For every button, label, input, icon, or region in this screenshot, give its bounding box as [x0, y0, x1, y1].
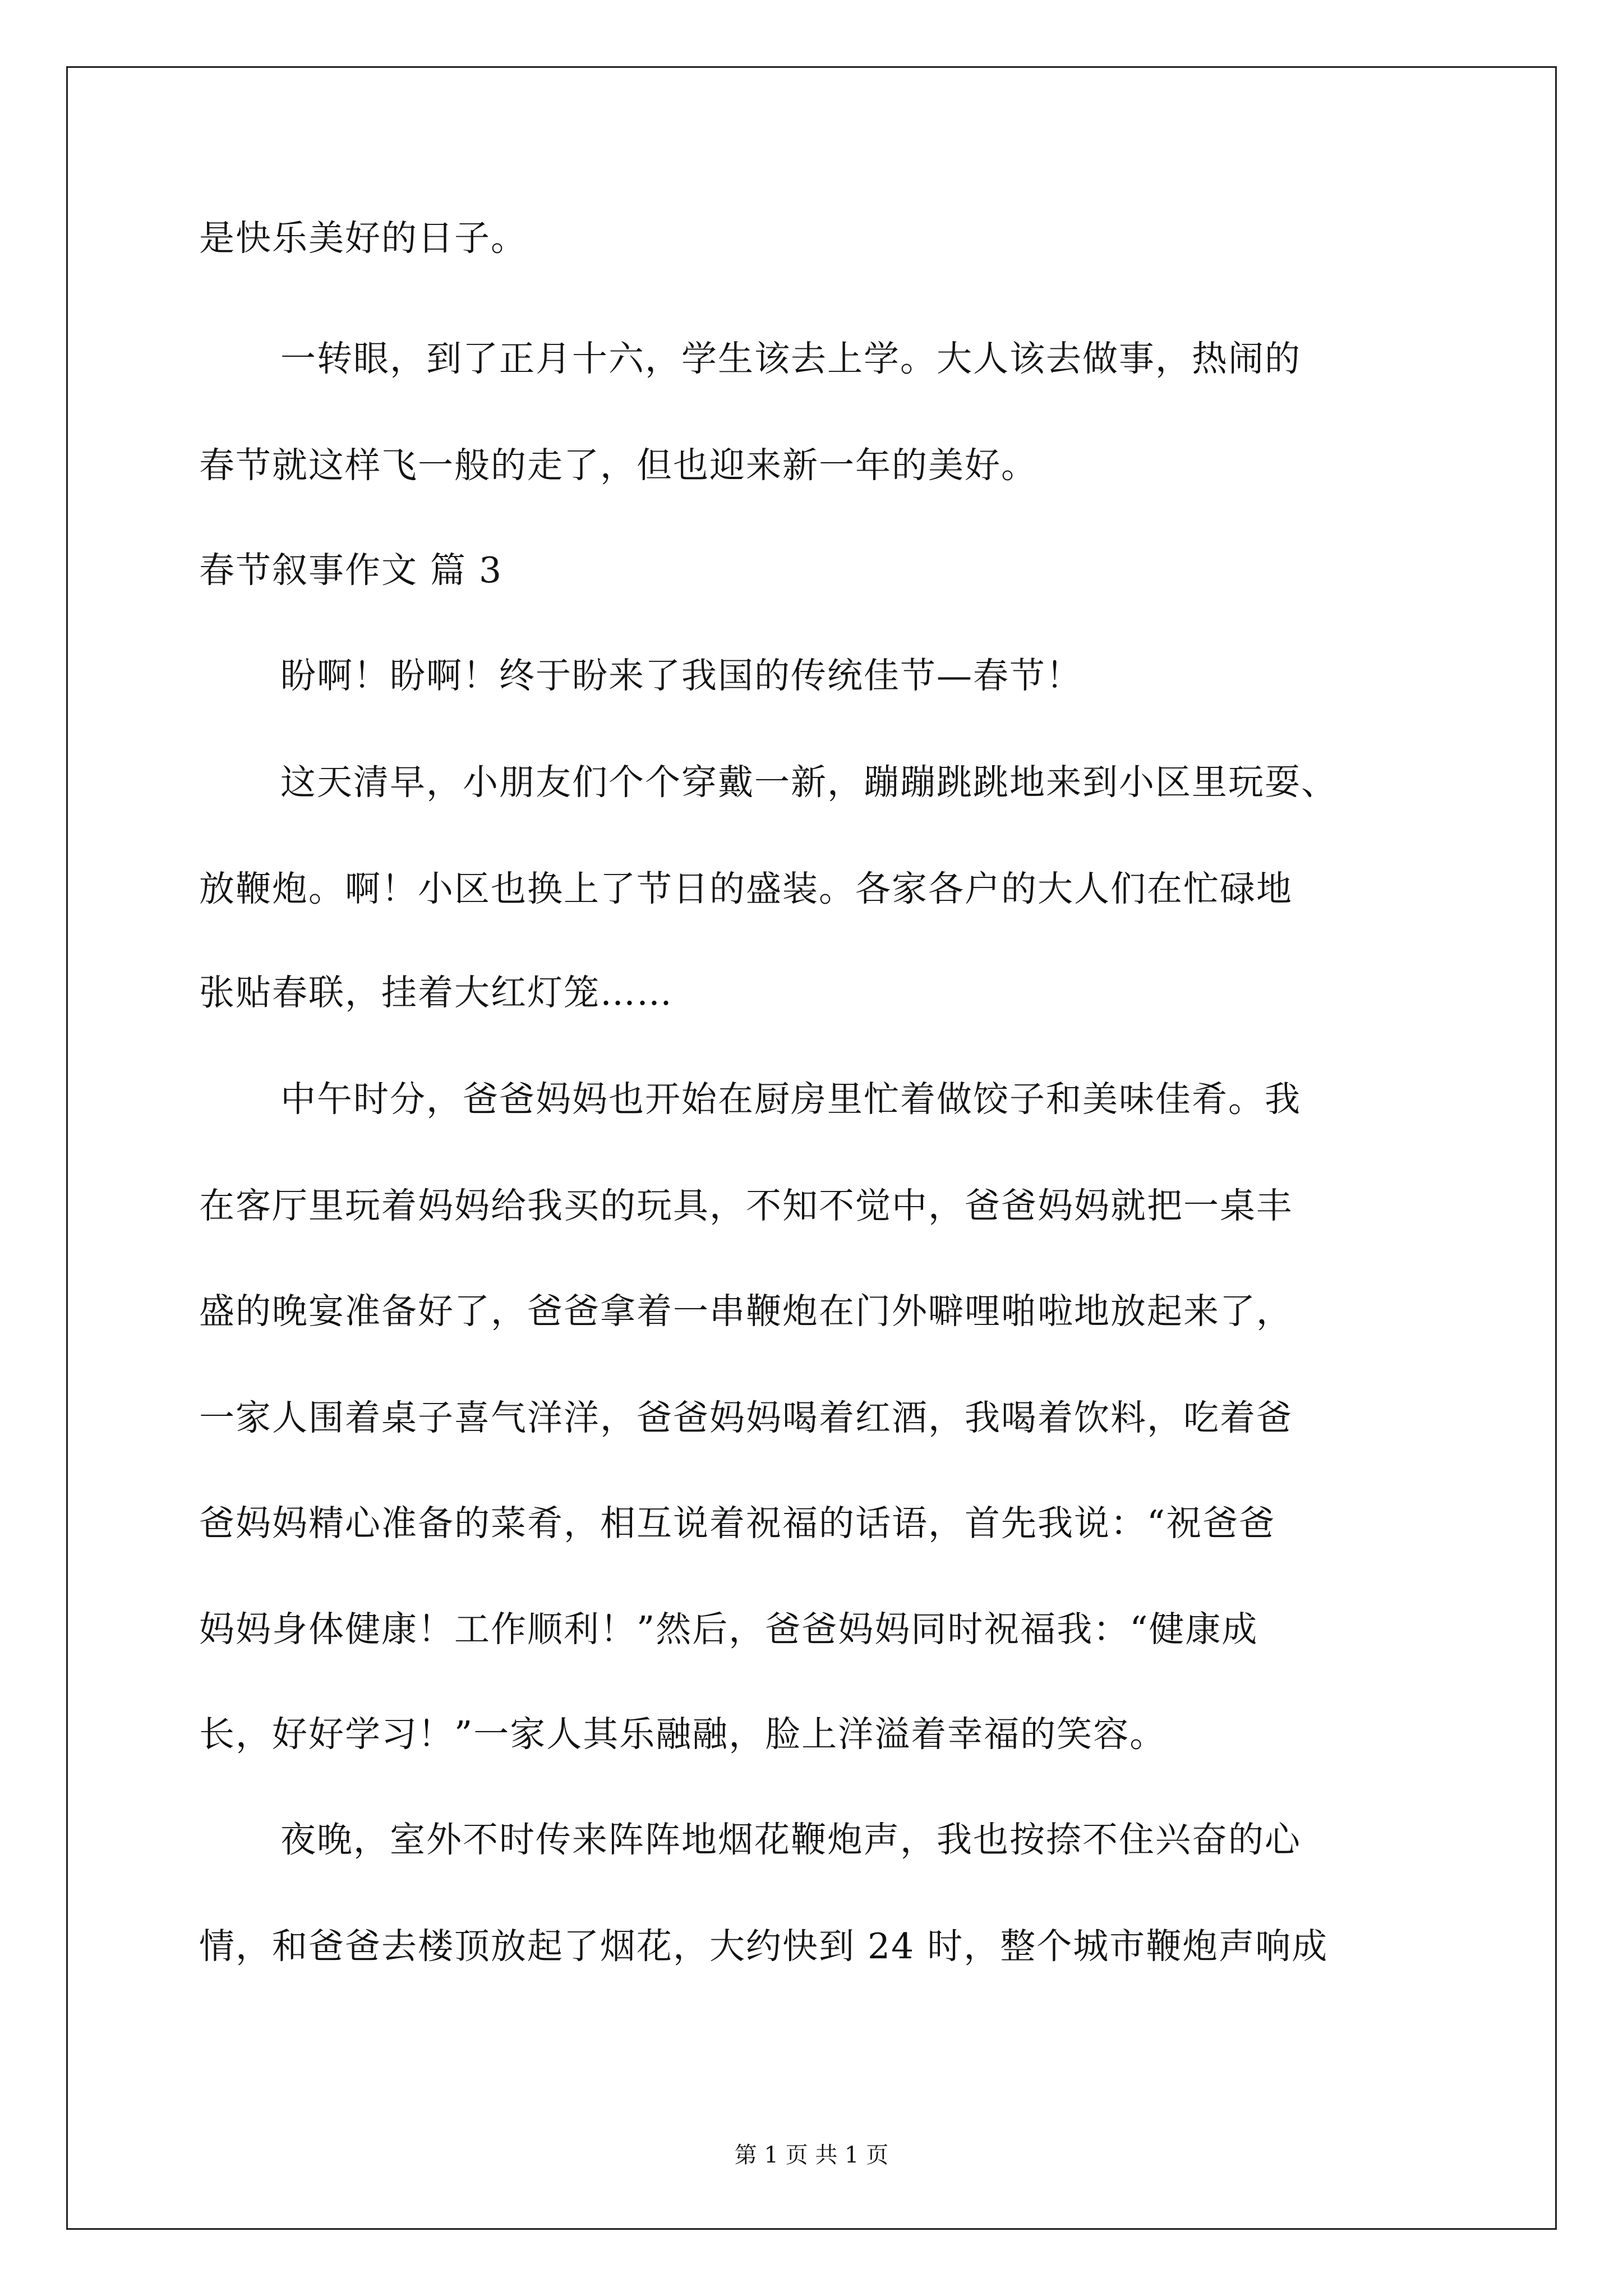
text-line: 爸妈妈精心准备的菜肴，相互说着祝福的话语，首先我说：“祝爸爸 [199, 1503, 1276, 1544]
text-line: 妈妈身体健康！工作顺利！”然后，爸爸妈妈同时祝福我：“健康成 [199, 1609, 1258, 1650]
text-line: 放鞭炮。啊！小区也换上了节日的盛装。各家各户的大人们在忙碌地 [199, 868, 1293, 909]
text-line: 中午时分，爸爸妈妈也开始在厨房里忙着做饺子和美味佳肴。我 [280, 1079, 1301, 1120]
text-line: 这天清早，小朋友们个个穿戴一新，蹦蹦跳跳地来到小区里玩耍、 [280, 762, 1338, 803]
text-line: 情，和爸爸去楼顶放起了烟花，大约快到 24 时，整个城市鞭炮声响成 [199, 1926, 1329, 1967]
page-border [66, 66, 1557, 2230]
page-footer: 第 1 页 共 1 页 [734, 2142, 889, 2168]
text-line: 一转眼，到了正月十六，学生该去上学。大人该去做事，热闹的 [280, 338, 1301, 379]
text-line: 一家人围着桌子喜气洋洋，爸爸妈妈喝着红酒，我喝着饮料，吃着爸 [199, 1397, 1293, 1438]
text-line: 盼啊！盼啊！终于盼来了我国的传统佳节—春节！ [280, 655, 1082, 696]
text-line: 长，好好学习！”一家人其乐融融，脸上洋溢着幸福的笑容。 [199, 1714, 1166, 1755]
text-line: 是快乐美好的日子。 [199, 218, 527, 259]
text-line: 在客厅里玩着妈妈给我买的玩具，不知不觉中，爸爸妈妈就把一桌丰 [199, 1185, 1293, 1226]
text-line: 夜晚，室外不时传来阵阵地烟花鞭炮声，我也按捺不住兴奋的心 [280, 1819, 1301, 1860]
section-heading: 春节叙事作文 篇 3 [199, 550, 503, 591]
text-line: 张贴春联，挂着大红灯笼…… [199, 972, 673, 1013]
text-line: 盛的晚宴准备好了，爸爸拿着一串鞭炮在门外噼哩啪啦地放起来了， [199, 1291, 1293, 1332]
text-line: 春节就这样飞一般的走了，但也迎来新一年的美好。 [199, 445, 1038, 486]
